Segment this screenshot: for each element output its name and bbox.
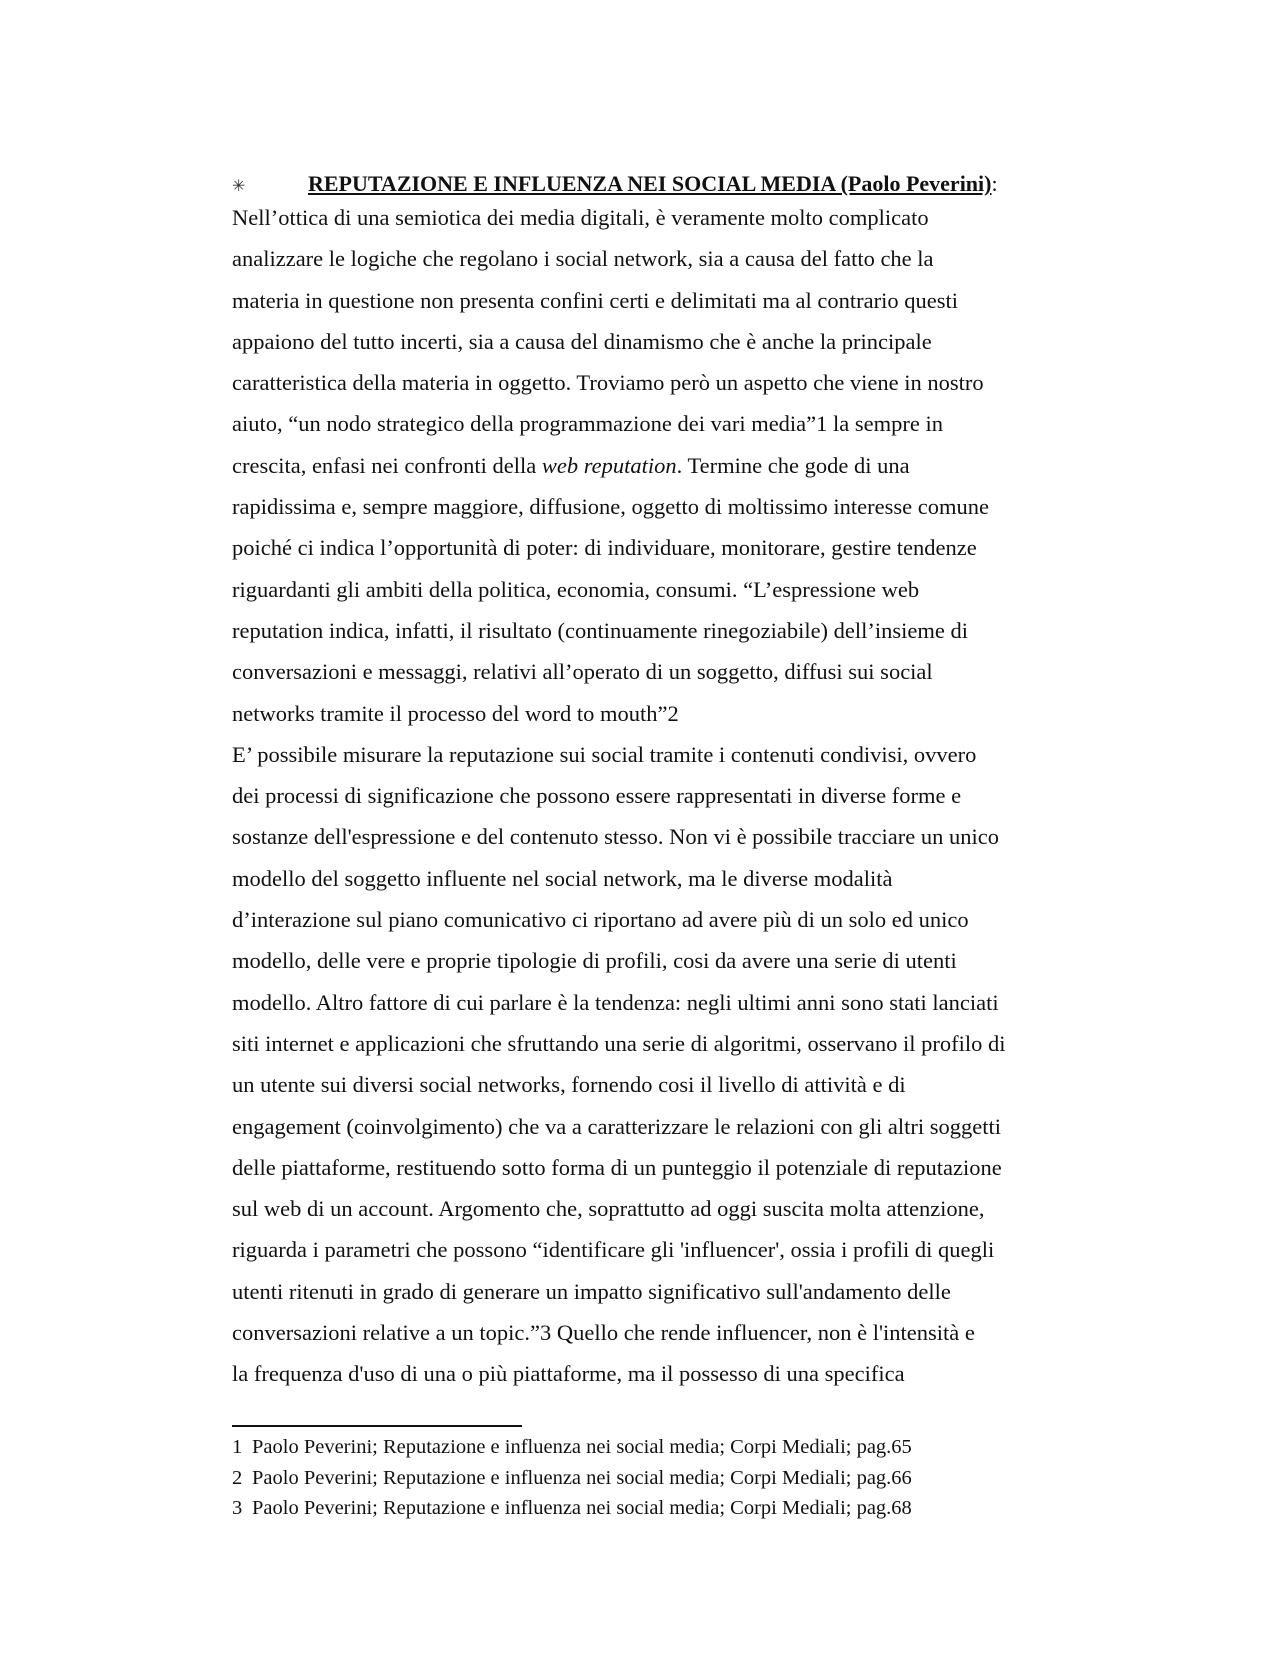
footnote-item [232,1463,1112,1494]
body-line: riguardanti gli ambiti della politica, economia, consumi. “L’espressione web [232,576,920,602]
body-line [232,445,1112,486]
body-line-text: . Termine che gode di una [676,452,910,478]
body-line: reputation indica, infatti, il risultato (continuamente rinegoziabile) dell’insieme di [232,617,969,643]
body-line: caratteristica della materia in oggetto. Troviamo però un aspetto che viene in nostro [232,370,984,396]
body-line: siti internet e applicazioni che sfruttando una serie di algoritmi, osservano il profilo di [232,1030,1006,1056]
body-line: d’interazione sul piano comunicativo ci riportano ad avere più di un solo ed unico [232,907,969,933]
footnote-separator [232,1425,522,1427]
footnote-number: 2 [232,1466,243,1489]
footnote-number: 1 [232,1436,243,1458]
body-line: Nell’ottica di una semiotica dei media digitali, è veramente molto complicato [232,205,929,230]
body-line-text: crescita, enfasi nei confronti della [232,452,542,478]
body-line: materia in questione non presenta confini certi e delimitati ma al contrario questi [232,287,958,313]
body-line: dei processi di significazione che possono essere rappresentati in diverse forme e [232,783,962,809]
body-line: E’ possibile misurare la reputazione sui social tramite i contenuti condivisi, ovvero [232,741,977,767]
body-text [232,197,1112,1395]
body-line: sostanze dell'espressione e del contenuto stesso. Non vi è possibile tracciare un unico [232,824,999,850]
footnote-text: Paolo Peverini; Reputazione e influenza nei social media; Corpi Mediali; pag.68 [252,1497,912,1519]
asterisk-bullet-icon: ✳ [232,176,246,195]
body-line: sul web di un account. Argomento che, soprattutto ad oggi suscita molta attenzione, [232,1196,985,1222]
body-line: un utente sui diversi social networks, fornendo cosi il livello di attività e di [232,1072,906,1098]
body-line: modello, delle vere e proprie tipologie di profili, cosi da avere una serie di utenti [232,948,957,974]
footnote-text: Paolo Peverini; Reputazione e influenza nei social media; Corpi Mediali; pag.65 [252,1436,912,1458]
body-line: conversazioni relative a un topic.”3 Quello che rende influencer, non è l'intensità e [232,1320,975,1346]
body-line: analizzare le logiche che regolano i social network, sia a causa del fatto che la [232,246,934,272]
footnotes [232,1432,1112,1524]
body-line: la frequenza d'uso di una o più piattaforme, ma il possesso di una specifica [232,1361,905,1387]
body-line: aiuto, “un nodo strategico della programmazione dei vari media”1 la sempre in [232,411,943,437]
italic-term: web reputation [541,452,677,478]
body-line: delle piattaforme, restituendo sotto forma di un punteggio il potenziale di reputazione [232,1154,1002,1180]
body-line: appaiono del tutto incerti, sia a causa del dinamismo che è anche la principale [232,328,932,354]
body-line: rapidissima e, sempre maggiore, diffusione, oggetto di moltissimo interesse comune [232,494,989,520]
body-line: utenti ritenuti in grado di generare un impatto significativo sull'andamento delle [232,1278,951,1304]
body-line: engagement (coinvolgimento) che va a caratterizzare le relazioni con gli altri soggetti [232,1113,1002,1139]
footnote-text: Paolo Peverini; Reputazione e influenza nei social media; Corpi Mediali; pag.66 [252,1466,912,1489]
footnote-number: 3 [232,1497,243,1519]
heading-colon: : [991,171,998,196]
body-line: poiché ci indica l’opportunità di poter: di individuare, monitorare, gestire tendenze [232,535,977,561]
footnote-item [232,1432,1112,1463]
body-line: networks tramite il processo del word to mouth”2 [232,700,679,726]
body-line: riguarda i parametri che possono “identificare gli 'influencer', ossia i profili di quegli [232,1237,995,1263]
body-line: modello. Altro fattore di cui parlare è la tendenza: negli ultimi anni sono stati lanciati [232,989,999,1015]
section-title: REPUTAZIONE E INFLUENZA NEI SOCIAL MEDIA (Paolo Peverini) [308,171,992,196]
footnote-item [232,1493,1112,1524]
body-line: modello del soggetto influente nel social network, ma le diverse modalità [232,865,893,891]
body-line: conversazioni e messaggi, relativi all’operato di un soggetto, diffusi sui social [232,659,933,685]
